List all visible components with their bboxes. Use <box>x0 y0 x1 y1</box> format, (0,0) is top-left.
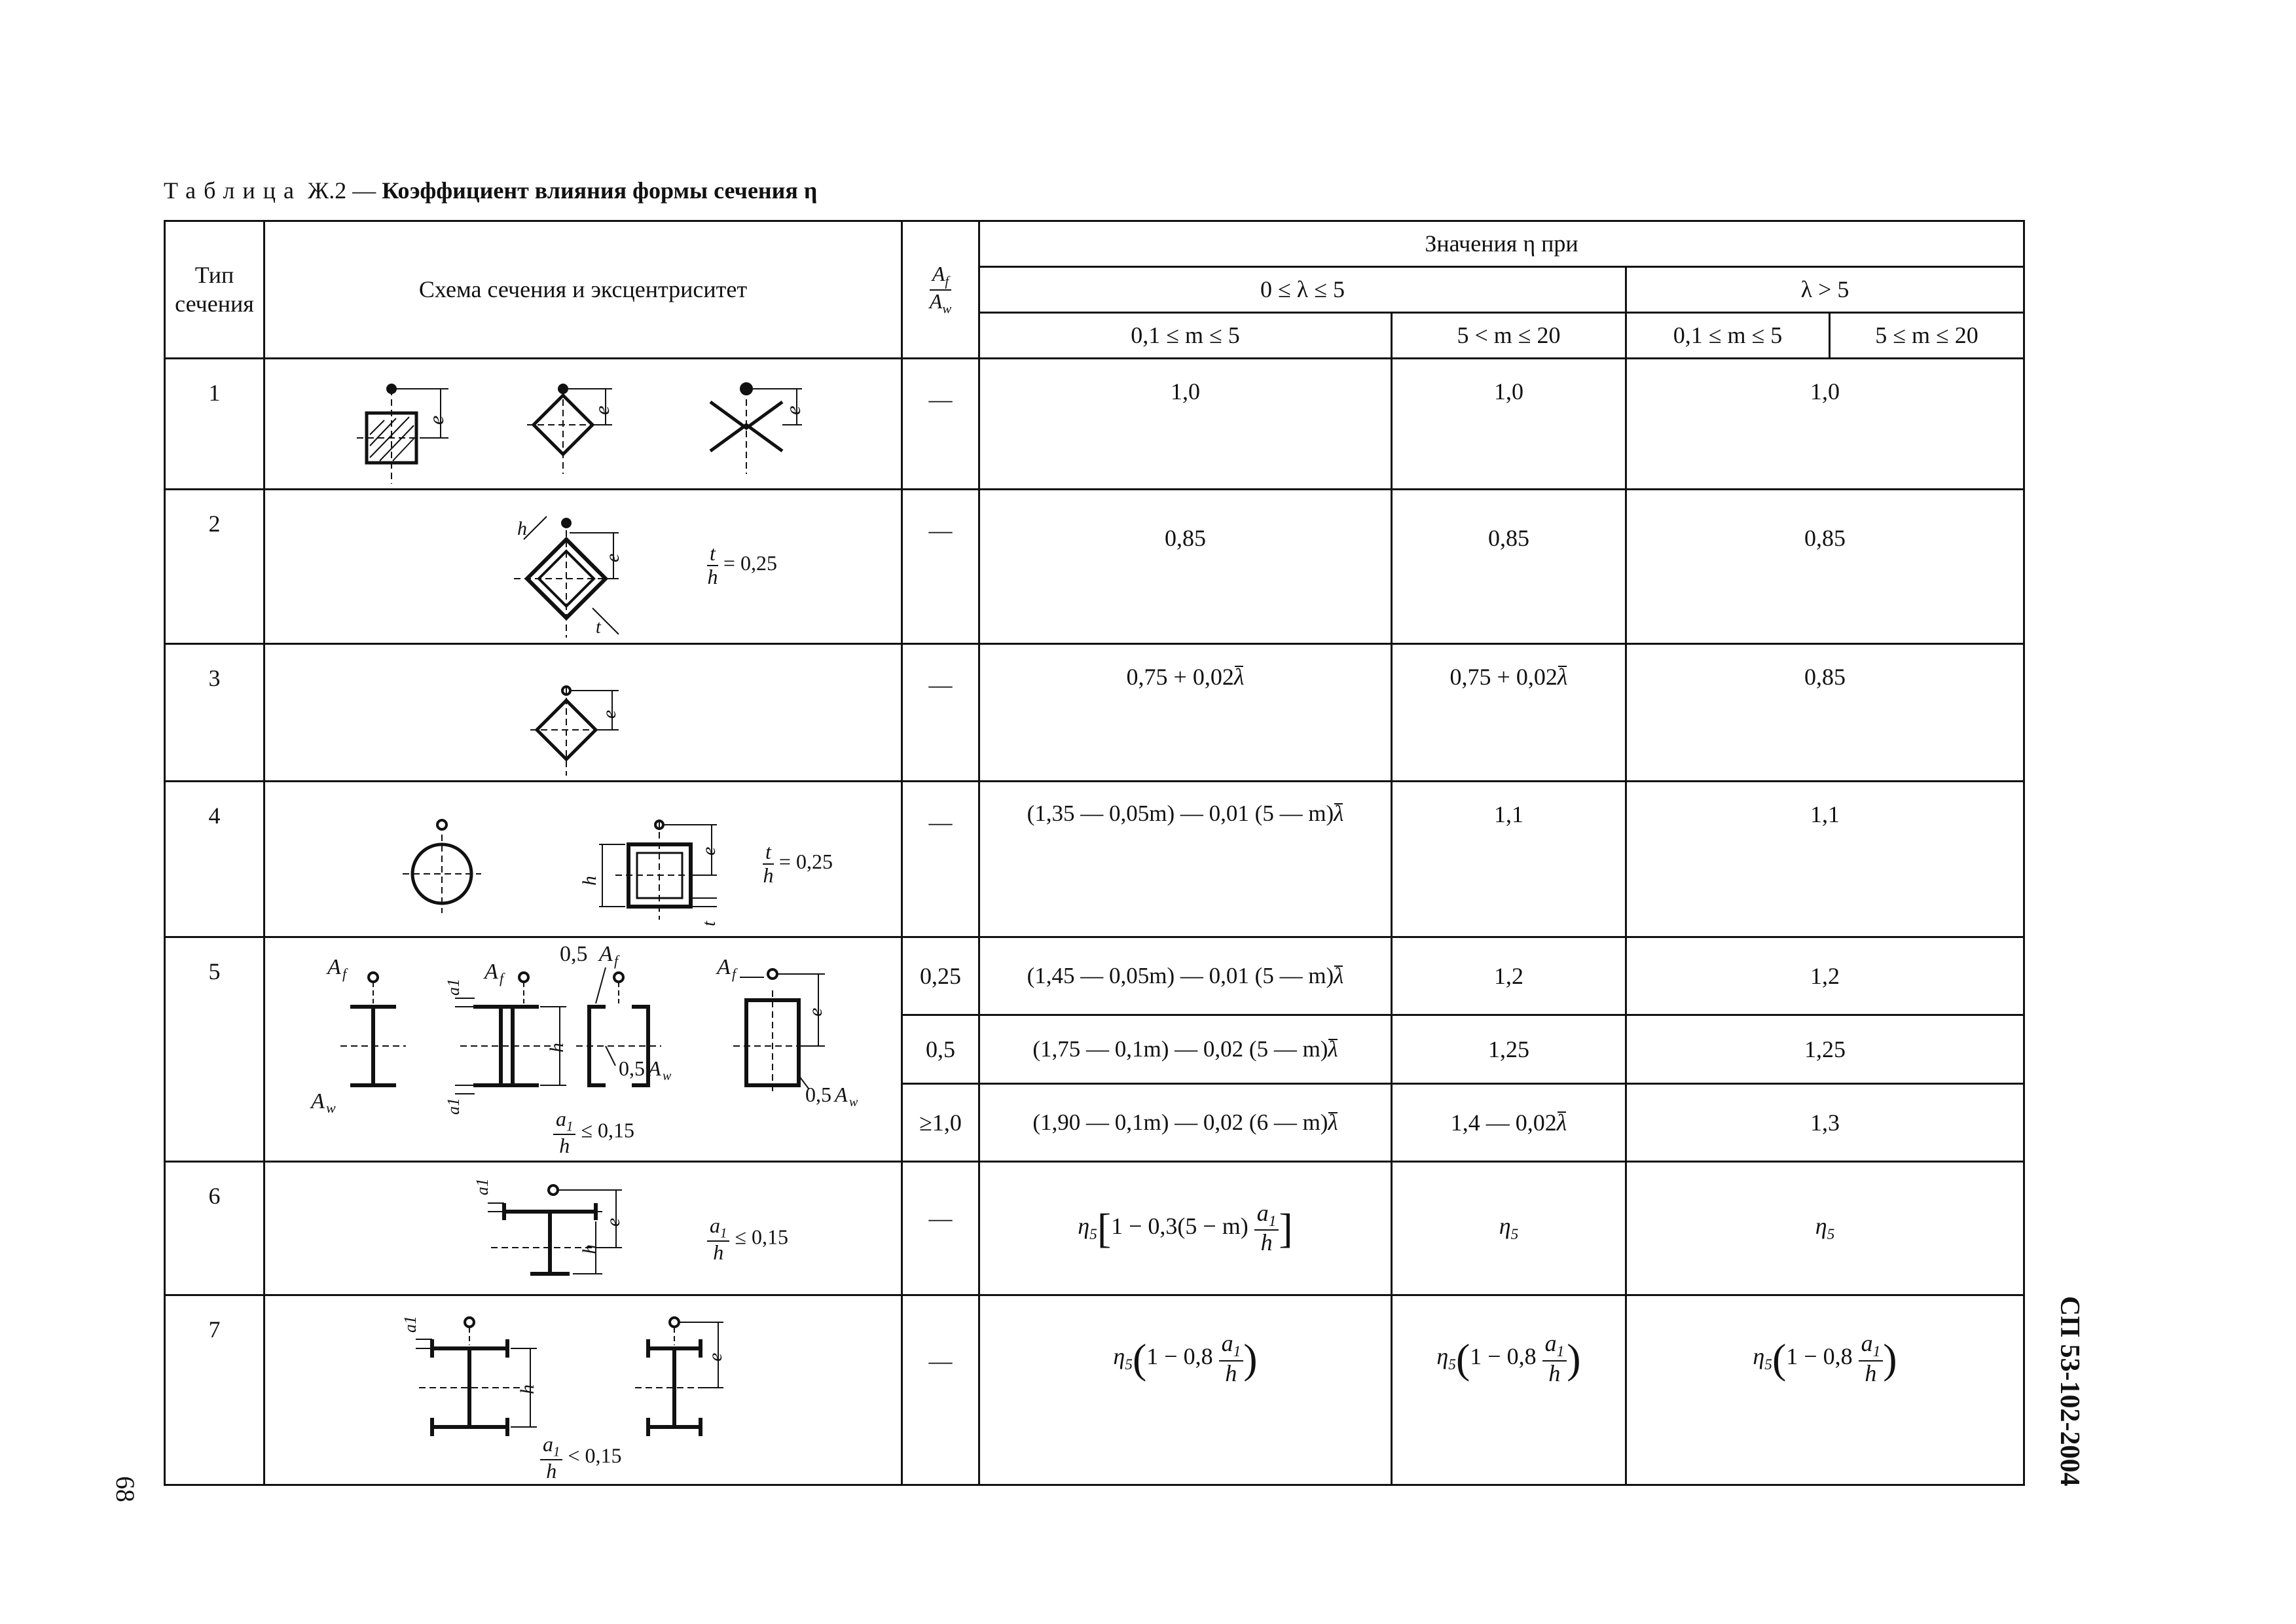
row-v1: $\eta_5[1 - 0,3(5 - m)$ $\frac{a_1}{h}$ ] <box>979 1162 1392 1295</box>
svg-text:w: w <box>326 1100 336 1116</box>
row-type: 5 <box>165 937 264 1162</box>
row-v3: 0,85 <box>1626 644 2024 782</box>
row-type: 4 <box>165 782 264 937</box>
section-schema-6 <box>264 1162 902 1295</box>
cross-section-icon <box>710 384 805 474</box>
section-schema-4 <box>264 782 902 937</box>
row-ratio: 0,25 <box>902 937 979 1015</box>
double-channel-section-icon <box>444 960 568 1115</box>
row-v1: (1,75 — 0,1m) — 0,02 (5 — m)λ <box>979 1015 1392 1084</box>
row-ratio: — <box>902 782 979 937</box>
row-v3: 1,3 <box>1626 1083 2024 1161</box>
section-schema-1 <box>264 359 902 490</box>
row-v2: 0,85 <box>1392 490 1626 644</box>
svg-text:f: f <box>500 970 504 986</box>
svg-text:h: h <box>546 1043 568 1053</box>
svg-text:f: f <box>342 965 347 982</box>
hollow-diamond-section-icon <box>514 516 623 638</box>
svg-text:h: h <box>579 1244 600 1254</box>
svg-text:A: A <box>484 960 498 984</box>
svg-text:e: e <box>602 1218 624 1227</box>
caption-id: Ж.2 — <box>307 177 376 204</box>
svg-text:h: h <box>517 1384 538 1394</box>
section-schema-3 <box>264 644 902 782</box>
caption-title: Коэффициент влияния формы сечения η <box>382 177 818 204</box>
svg-text:w: w <box>663 1069 672 1083</box>
row-v2: 1,1 <box>1392 782 1626 937</box>
row-v1: (1,35 — 0,05m) — 0,01 (5 — m)λ <box>979 782 1392 937</box>
caption-prefix: Таблица <box>164 177 302 204</box>
header-m-d: 5 ≤ m ≤ 20 <box>1830 313 2024 359</box>
ratio-note: $\frac{t}{h}$ = 0,25 <box>763 840 833 887</box>
row-v3: 1,0 <box>1626 359 2024 490</box>
svg-text:a1: a1 <box>444 1098 463 1115</box>
svg-text:t: t <box>596 617 601 638</box>
header-values: Значения η при <box>979 221 2024 267</box>
row-v2: 1,4 — 0,02λ <box>1392 1083 1626 1161</box>
row-v2: 1,2 <box>1392 937 1626 1015</box>
offset-i-beam-section-icon <box>635 1318 726 1436</box>
table-row <box>165 644 2024 782</box>
svg-text:f: f <box>732 965 737 982</box>
row-v3: $\eta_5$ <box>1626 1162 2024 1295</box>
box-beam-section-icon <box>716 955 858 1110</box>
svg-text:A: A <box>835 1083 848 1106</box>
split-channel-section-icon <box>560 942 672 1085</box>
row-v2: $\eta_5$ <box>1392 1162 1626 1295</box>
diamond-section-icon <box>530 687 620 776</box>
svg-text:a1: a1 <box>444 979 463 996</box>
svg-text:e: e <box>805 1007 826 1017</box>
diamond-section-icon <box>527 385 613 474</box>
row-v1: (1,45 — 0,05m) — 0,01 (5 — m)λ <box>979 937 1392 1015</box>
ratio-note: $\frac{a_1}{h}$ < 0,15 <box>540 1434 621 1483</box>
ratio-note: $\frac{t}{h}$ = 0,25 <box>707 541 777 588</box>
svg-text:A: A <box>327 955 341 979</box>
svg-text:e: e <box>590 405 613 415</box>
svg-text:0,5: 0,5 <box>619 1056 645 1080</box>
i-beam-section-icon <box>310 955 406 1116</box>
row-ratio: — <box>902 1162 979 1295</box>
row-v2: 0,75 + 0,02λ <box>1392 644 1626 782</box>
svg-text:e: e <box>424 415 448 425</box>
row-type: 7 <box>165 1295 264 1485</box>
document-reference: СП 53-102-2004 <box>2054 1296 2085 1487</box>
header-m-a: 0,1 ≤ m ≤ 5 <box>979 313 1392 359</box>
row-v3: 1,2 <box>1626 937 2024 1015</box>
section-schema-2 <box>264 490 902 644</box>
i-beam-flanged-section-icon <box>401 1316 538 1436</box>
row-ratio: — <box>902 490 979 644</box>
header-schema: Схема сечения и эксцентриситет <box>264 221 902 359</box>
svg-text:e: e <box>781 405 805 415</box>
svg-text:A: A <box>311 1089 325 1113</box>
tee-section-icon <box>473 1178 624 1274</box>
table-row <box>165 1162 2024 1295</box>
svg-text:e: e <box>704 1352 726 1362</box>
row-v3: 1,1 <box>1626 782 2024 937</box>
header-m-b: 5 < m ≤ 20 <box>1392 313 1626 359</box>
row-v1: 0,75 + 0,02λ <box>979 644 1392 782</box>
svg-text:A: A <box>599 942 613 966</box>
row-ratio: — <box>902 1295 979 1485</box>
table-row <box>165 782 2024 937</box>
row-v2: 1,0 <box>1392 359 1626 490</box>
table-row <box>165 490 2024 644</box>
row-type: 2 <box>165 490 264 644</box>
svg-text:0,5: 0,5 <box>805 1083 831 1106</box>
hollow-square-section-icon <box>579 821 720 926</box>
header-ratio: $\frac{A_f}{A_w}$ <box>902 221 979 359</box>
row-v1: $\eta_5(1 - 0,8$ $\frac{a_1}{h}$ ) <box>979 1295 1392 1485</box>
svg-text:A: A <box>717 955 731 979</box>
svg-text:t: t <box>699 921 720 926</box>
row-v2: $\eta_5(1 - 0,8$ $\frac{a_1}{h}$ ) <box>1392 1295 1626 1485</box>
row-v1: 0,85 <box>979 490 1392 644</box>
svg-text:e: e <box>598 710 620 719</box>
row-v1: 1,0 <box>979 359 1392 490</box>
header-range-high: λ > 5 <box>1626 267 2024 313</box>
svg-text:A: A <box>648 1056 661 1080</box>
row-type: 6 <box>165 1162 264 1295</box>
svg-text:f: f <box>614 952 619 969</box>
table-row <box>165 937 2024 1015</box>
section-schema-5 <box>264 937 902 1162</box>
svg-text:a1: a1 <box>473 1178 492 1195</box>
header-m-c: 0,1 ≤ m ≤ 5 <box>1626 313 1830 359</box>
row-ratio: — <box>902 359 979 490</box>
svg-text:e: e <box>602 553 623 562</box>
section-schema-7 <box>264 1295 902 1485</box>
row-v1: (1,90 — 0,1m) — 0,02 (6 — m)λ <box>979 1083 1392 1161</box>
table-caption <box>164 177 817 204</box>
circle-section-icon <box>403 820 481 913</box>
svg-text:w: w <box>849 1095 858 1110</box>
row-ratio: 0,5 <box>902 1015 979 1084</box>
ratio-note: $\frac{a_1}{h}$ ≤ 0,15 <box>707 1215 788 1264</box>
svg-text:a1: a1 <box>401 1316 420 1333</box>
solid-square-section-icon <box>357 385 448 484</box>
row-type: 1 <box>165 359 264 490</box>
row-v3: 0,85 <box>1626 490 2024 644</box>
coefficient-table <box>164 220 2025 1486</box>
header-type: Тип сечения <box>165 221 264 359</box>
svg-text:e: e <box>698 846 720 856</box>
page-number: 68 <box>111 1476 140 1502</box>
row-v2: 1,25 <box>1392 1015 1626 1084</box>
table-row <box>165 359 2024 490</box>
svg-text:h: h <box>579 876 600 886</box>
svg-text:h: h <box>517 518 527 539</box>
header-range-low: 0 ≤ λ ≤ 5 <box>979 267 1626 313</box>
row-v3: 1,25 <box>1626 1015 2024 1084</box>
row-type: 3 <box>165 644 264 782</box>
svg-text:0,5: 0,5 <box>560 942 588 966</box>
row-v3: $\eta_5(1 - 0,8$ $\frac{a_1}{h}$ ) <box>1626 1295 2024 1485</box>
table-row <box>165 1295 2024 1485</box>
row-ratio: ≥1,0 <box>902 1083 979 1161</box>
ratio-note: $\frac{a_1}{h}$ ≤ 0,15 <box>553 1108 634 1157</box>
row-ratio: — <box>902 644 979 782</box>
